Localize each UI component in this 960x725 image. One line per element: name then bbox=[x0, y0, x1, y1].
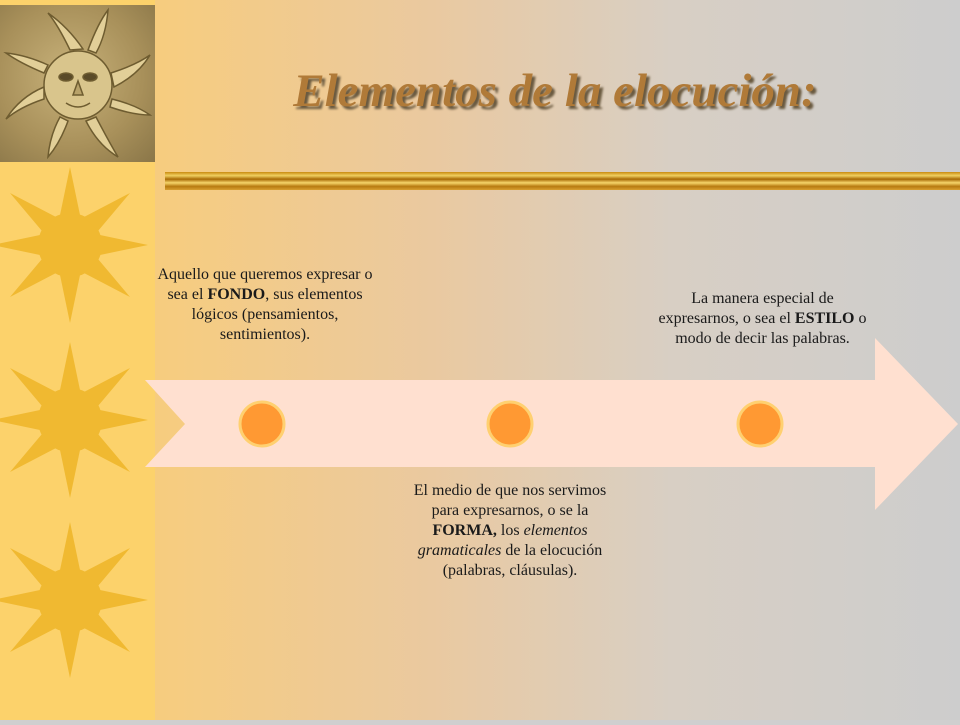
item-emphasis: elementos gramaticales bbox=[417, 522, 588, 559]
item-fondo bbox=[155, 265, 375, 345]
slide-title: Elementos de la elocución: bbox=[293, 65, 817, 117]
item-text: , sus elementos lógicos (pensamientos, sentimientos). bbox=[191, 286, 363, 343]
item-keyword: ESTILO bbox=[794, 310, 855, 327]
item-keyword: FONDO bbox=[207, 286, 266, 303]
item-text: La manera especial de expresarnos, o sea el bbox=[658, 290, 834, 327]
item-text: de la elocución (palabras, cláusulas). bbox=[442, 542, 603, 579]
item-forma bbox=[400, 481, 620, 581]
item-text: El medio de que nos servimos para expresarnos, o se la bbox=[413, 482, 607, 519]
item-estilo bbox=[655, 289, 870, 349]
timeline-dot bbox=[738, 402, 782, 446]
timeline-dot bbox=[488, 402, 532, 446]
timeline-dot bbox=[240, 402, 284, 446]
item-text: Aquello que queremos expresar o sea el bbox=[157, 266, 373, 303]
item-keyword: FORMA, bbox=[432, 522, 497, 539]
item-text: o modo de decir las palabras. bbox=[675, 310, 867, 347]
item-text: los bbox=[496, 522, 524, 539]
